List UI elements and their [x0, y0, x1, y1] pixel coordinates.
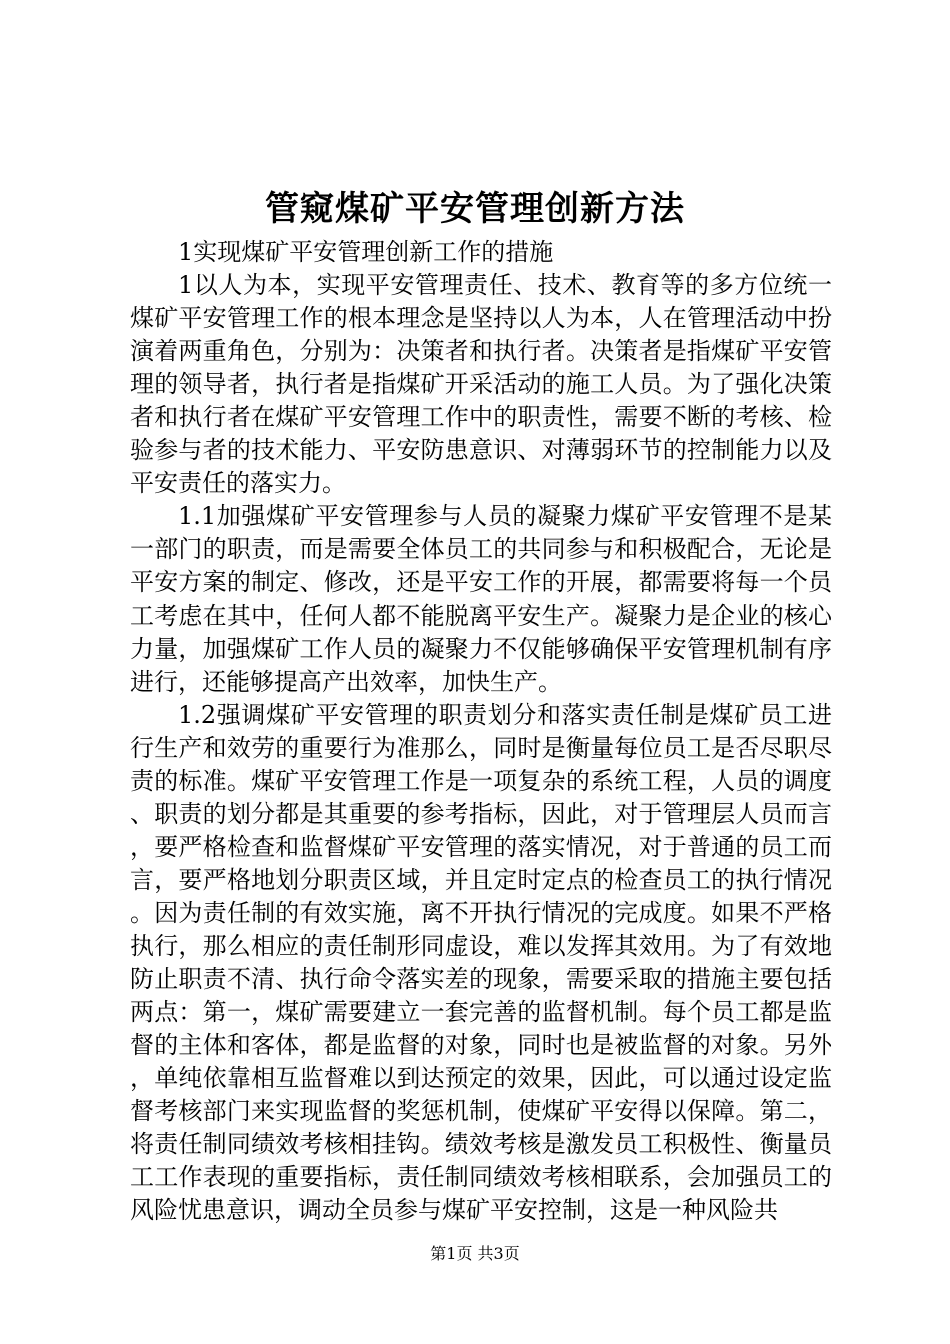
section-heading: 1实现煤矿平安管理创新工作的措施 [178, 238, 554, 266]
document-body [130, 236, 832, 1227]
document-title: 管窥煤矿平安管理创新方法 [265, 189, 685, 229]
body-paragraph: 1.2强调煤矿平安管理的职责划分和落实责任制是煤矿员工进行生产和效劳的重要行为准那么，同时是衡量每位员工是否尽职尽责的标准。煤矿平安管理工作是一项复杂的系统工程，人员的调度、职责的划分都是其重要的参考指标，因此，对于管理层人员而言，要严格检查和监督煤矿平安管理的落实情况，对于普通的员工而言，要严格地划分职责区域，并且定时定点的检查员工的执行情况。因为责任制的有效实施，离不开执行情况的完成度。如果不严格执行，那么相应的责任制形同虚设，难以发挥其效用。为了有效地防止职责不清、执行命令落实差的现象，需要采取的措施主要包括两点：第一，煤矿需要建立一套完善的监督机制。每个员工都是监督的主体和客体，都是监督的对象，同时也是被监督的对象。另外，单纯依靠相互监督难以到达预定的效果，因此，可以通过设定监督考核部门来实现监督的奖惩机制，使煤矿平安得以保障。第二，将责任制同绩效考核相挂钩。绩效考核是激发员工积极性、衡量员工工作表现的重要指标，责任制同绩效考核相联系，会加强员工的风险忧患意识，调动全员参与煤矿平安控制，这是一种风险共 [130, 700, 832, 1225]
body-paragraph: 1以人为本，实现平安管理责任、技术、教育等的多方位统一煤矿平安管理工作的根本理念是坚持以人为本，人在管理活动中扮演着两重角色，分别为：决策者和执行者。决策者是指煤矿平安管理的领导者，执行者是指煤矿开采活动的施工人员。为了强化决策者和执行者在煤矿平安管理工作中的职责性，需要不断的考核、检验参与者的技术能力、平安防患意识、对薄弱环节的控制能力以及平安责任的落实力。 [130, 271, 832, 498]
body-paragraph: 1.1加强煤矿平安管理参与人员的凝聚力煤矿平安管理不是某一部门的职责，而是需要全体员工的共同参与和积极配合，无论是平安方案的制定、修改，还是平安工作的开展，都需要将每一个员工考虑在其中，任何人都不能脱离平安生产。凝聚力是企业的核心力量，加强煤矿工作人员的凝聚力不仅能够确保平安管理机制有序进行，还能够提高产出效率，加快生产。 [130, 502, 832, 696]
page-number-footer: 第1页 共3页 [430, 1244, 520, 1263]
